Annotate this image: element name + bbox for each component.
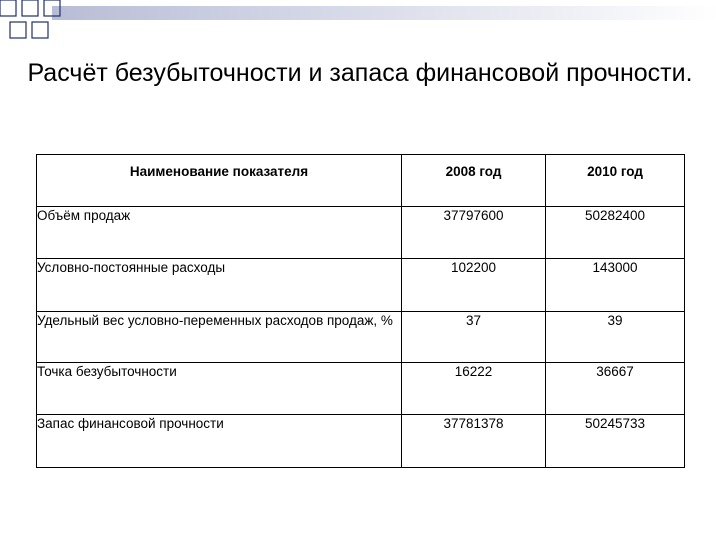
row-label: Удельный вес условно-переменных расходов продаж, % [37, 312, 402, 363]
cell-2010: 50245733 [546, 415, 685, 468]
cell-2008: 37797600 [402, 207, 546, 259]
deco-square [10, 22, 26, 38]
table-row [37, 363, 685, 415]
header-2008: 2008 год [402, 155, 546, 207]
table-row [37, 312, 685, 363]
cell-2010: 143000 [546, 259, 685, 312]
table-row [37, 207, 685, 259]
row-label: Запас финансовой прочности [37, 415, 402, 468]
table-header-row [37, 155, 685, 207]
table-row [37, 259, 685, 312]
decorative-squares-band [0, 0, 720, 44]
gradient-band [52, 6, 720, 20]
header-decoration [0, 0, 720, 44]
row-label: Объём продаж [37, 207, 402, 259]
row-label: Точка безубыточности [37, 363, 402, 415]
cell-2008: 37 [402, 312, 546, 363]
cell-2010: 36667 [546, 363, 685, 415]
cell-2010: 50282400 [546, 207, 685, 259]
header-2010: 2010 год [546, 155, 685, 207]
deco-square [22, 0, 38, 16]
cell-2008: 37781378 [402, 415, 546, 468]
slide-title: Расчёт безубыточности и запаса финансовой прочности. [27, 59, 693, 87]
cell-2010: 39 [546, 312, 685, 363]
cell-2008: 102200 [402, 259, 546, 312]
header-indicator-name: Наименование показателя [37, 155, 402, 207]
table-row [37, 415, 685, 468]
cell-2008: 16222 [402, 363, 546, 415]
deco-square [0, 0, 16, 16]
breakeven-table [36, 154, 685, 468]
row-label: Условно-постоянные расходы [37, 259, 402, 312]
deco-square [32, 22, 48, 38]
